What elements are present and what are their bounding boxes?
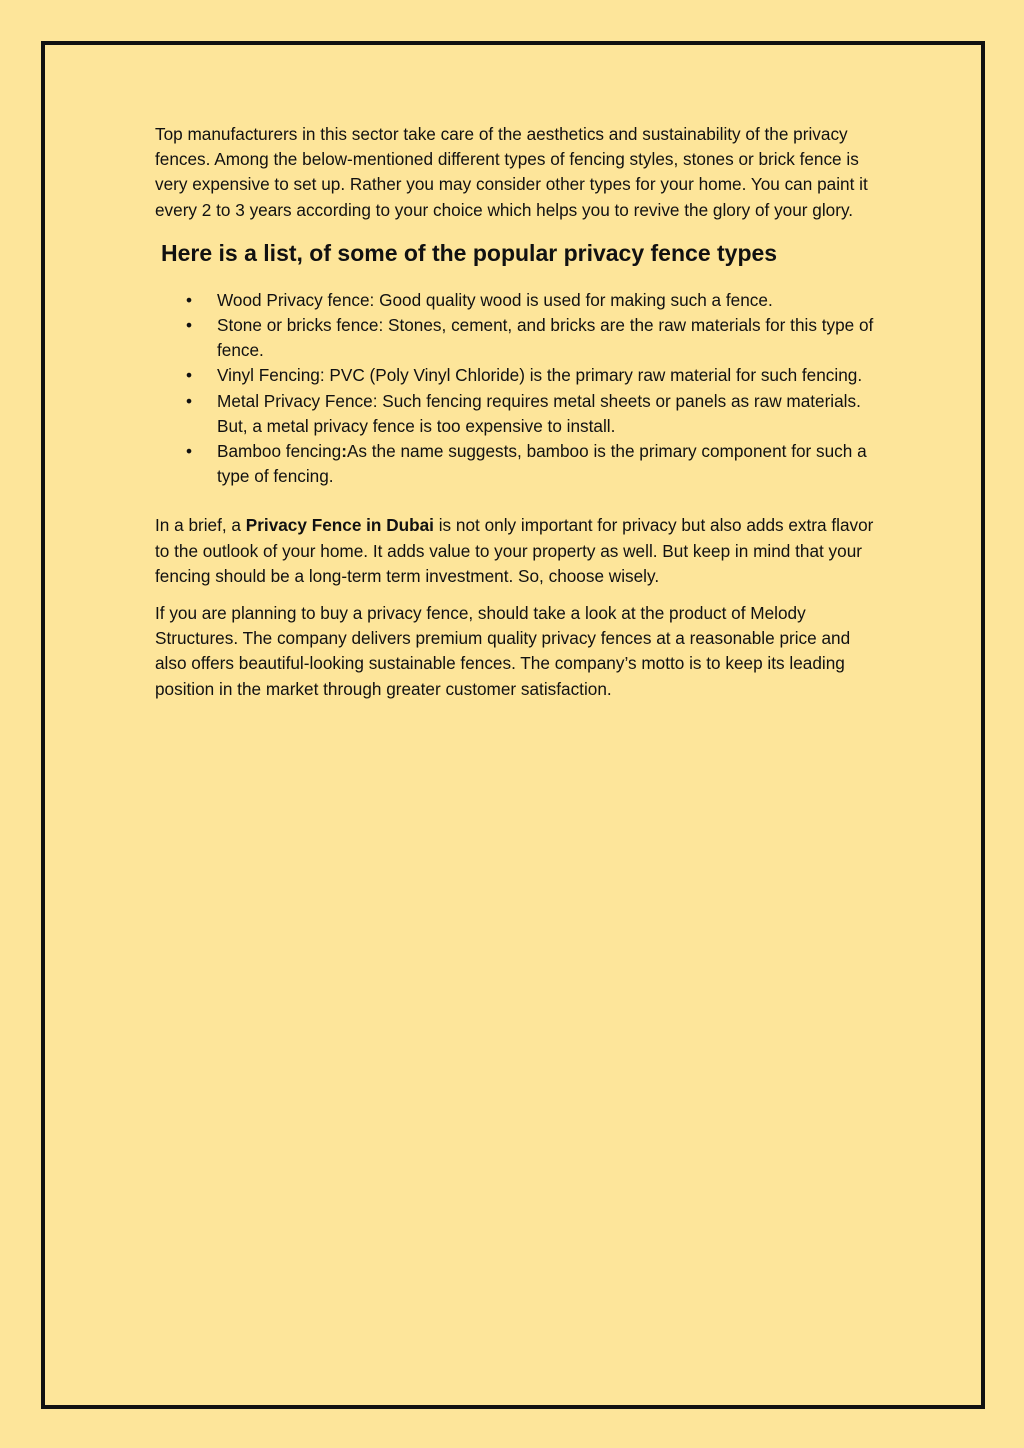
document-body (155, 122, 875, 702)
list-item-text: As the name suggests, bamboo is the primary component for such a type of fencing. (217, 441, 867, 487)
list-item-colon: : (341, 441, 347, 462)
list-item-stone (186, 313, 875, 363)
bullet-icon: • (186, 390, 193, 411)
closing-paragraph: If you are planning to buy a privacy fence, should take a look at the product of Melody Structures. The company delivers premium quality privacy fences at a reasonable price and also offers beautiful-looking sustainable fences. The company’s motto is to keep its leading position in the market through greater customer satisfaction. (155, 603, 851, 699)
list-item-term: Bamboo fencing (217, 441, 342, 462)
brief-keyword: Privacy Fence in Dubai (245, 515, 434, 536)
list-item-text: Stones, cement, and bricks are the raw materials for this type of fence. (217, 315, 874, 361)
list-item-term: Metal Privacy Fence: (217, 390, 378, 411)
bullet-icon: • (186, 289, 193, 310)
list-item-text: Good quality wood is used for making such a fence. (374, 289, 773, 310)
brief-paragraph (155, 513, 875, 589)
bullet-icon: • (186, 315, 193, 336)
list-item-wood (186, 288, 875, 313)
bullet-icon: • (186, 441, 193, 462)
list-item-term: Stone or bricks fence: (217, 315, 384, 336)
list-item-term: Wood Privacy fence: (217, 289, 375, 310)
list-item-text: Such fencing requires metal sheets or panels as raw materials. But, a metal privacy fence is too expensive to install. (217, 390, 861, 436)
brief-text-after: is not only important for privacy but also adds extra flavor to the outlook of your home. It adds value to your property as well. But keep in mind that your fencing should be a long-term term investment. So, choose wisely. (155, 515, 874, 586)
list-item-bamboo (186, 439, 875, 489)
list-item-metal (186, 389, 875, 439)
list-item-text: PVC (Poly Vinyl Chloride) is the primary raw material for such fencing. (324, 365, 863, 386)
list-heading: Here is a list, of some of the popular privacy fence types (161, 239, 778, 266)
fence-types-list (155, 288, 875, 490)
list-item-vinyl (186, 363, 875, 388)
brief-text-before: In a brief, a (155, 515, 246, 536)
bullet-icon: • (186, 365, 193, 386)
intro-paragraph: Top manufacturers in this sector take care of the aesthetics and sustainability of the privacy fences. Among the below-mentioned different types of fencing styles, stones or brick fence is very expensive to set up. Rather you may consider other types for your home. You can paint it every 2 to 3 years according to your choice which helps you to revive the glory of your glory. (155, 124, 868, 220)
list-item-term: Vinyl Fencing: (217, 365, 325, 386)
